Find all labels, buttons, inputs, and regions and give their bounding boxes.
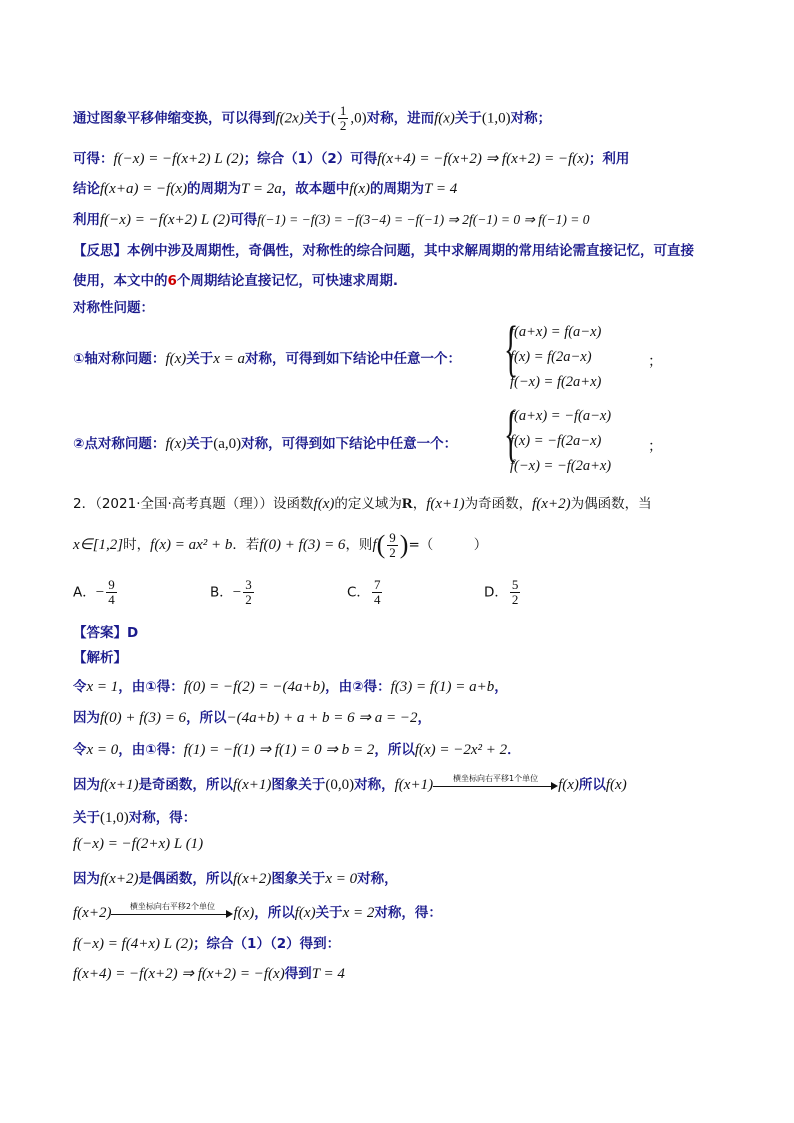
answer [73,621,138,641]
transform-arrow-icon [111,904,233,922]
brace-icon: { [504,315,518,383]
math: x = 0 [325,871,358,887]
text: 关于 [186,436,214,452]
math: f(x) = ax² + b [150,537,233,553]
text: ．若 [232,537,260,553]
math: f(x) [294,905,316,921]
math: f(x+2) [73,905,112,921]
text: 对称； [510,110,552,127]
fraction [106,578,117,607]
text: ，所以 [186,710,227,726]
text: 6 [167,273,177,289]
text: ， [494,679,508,695]
numerator: 3 [245,577,252,592]
equation-row: f(a+x) = f(a−x) [510,324,602,340]
question-line [73,492,652,513]
numerator: 9 [108,577,115,592]
text: 令 [73,679,87,695]
solution-line [73,675,508,696]
text-line [73,347,461,368]
denominator: 2 [511,592,519,607]
text: ，则 [345,537,373,553]
text-line [73,239,694,259]
solution-line [73,836,203,853]
math: T = 2a [241,181,282,197]
text: 可得： [73,151,114,167]
text: 图象关于 [271,777,326,793]
math: f(x+4) = −f(x+2) ⇒ f(x+2) = −f(x) [377,151,589,167]
math: f(−x) = −f(x+2) L (2) [100,212,231,228]
text: 利用 [73,212,100,228]
fraction [387,531,398,560]
math: (1,0) [100,810,129,826]
text: 【反思】本例中涉及周期性，奇偶性，对称性的综合问题，其中求解周期的常用结论需直接记忆，可直接 [73,243,694,259]
math: T = 4 [311,966,345,982]
text: 2．（2021·全国·高考真题（理））设函数 [73,496,314,512]
text: 令 [73,742,87,758]
denominator: 2 [245,592,252,607]
math: R [401,496,413,512]
text: =（ ） [408,537,488,553]
math: f(0) = −f(2) = −(4a+b) [183,679,326,695]
text: ①轴对称问题： [73,351,166,367]
math: f(x) [233,905,255,921]
equation-row: f(−x) = f(2a+x) [510,374,602,390]
math: (1,0) [481,110,511,127]
text: 可得 [230,212,258,228]
numerator: 5 [511,577,519,592]
math: f(x+1) [100,777,139,793]
text: 图象关于 [271,871,326,887]
math: f(−x) = −f(x+2) L (2) [113,151,244,167]
text: 关于 [454,110,482,127]
math: f(x) [558,777,579,793]
math: f(x) [313,496,335,512]
denominator: 4 [108,592,115,607]
text: 的定义域为 [334,496,402,512]
text: 关于 [73,810,100,826]
text: ， [412,496,427,512]
math: T = 4 [424,181,458,197]
equation-row: f(−x) = −f(2a+x) [510,458,612,474]
math: f(x) [605,777,627,793]
math: f(0) + f(3) = 6 [100,710,187,726]
math: − [232,584,242,601]
solution-line [73,806,196,827]
arrow-label: 横坐标向右平移2个单位 [129,902,215,911]
text: 通过图象平移伸缩变换，可以得到 [73,110,276,127]
text: 为偶函数，当 [570,496,652,512]
text: ，故本题中 [281,181,350,197]
option-label: B． [210,584,233,601]
math: (0,0) [325,777,355,793]
text: ，由①得： [118,742,184,758]
fraction [372,578,383,607]
text-line [73,177,457,198]
math: f(−1) = −f(3) = −f(3−4) = −f(−1) ⇒ 2f(−1) = 0 ⇒ f(−1) = 0 [257,212,590,227]
text: ；综合（1）（2）得到： [193,936,341,952]
option-c[interactable] [347,578,384,607]
math: ,0) [350,110,367,127]
text: 是奇函数，所以 [138,777,233,793]
math: f(x) [434,110,455,127]
math: f(−x) = −f(2+x) L (1) [73,836,204,852]
numerator: 1 [339,103,347,118]
option-label: D． [484,584,508,601]
text: ， [417,710,431,726]
text: ； [648,354,663,370]
text: ②点对称问题： [73,436,166,452]
fraction [243,578,254,607]
text: 对称， [357,871,398,887]
transform-arrow-icon [433,776,558,794]
text: 得到 [284,966,312,982]
text: 因为 [73,777,100,793]
solution-line [73,867,398,888]
option-a[interactable] [73,578,119,607]
text: 【答案】D [73,625,139,641]
math: (a,0) [213,436,242,452]
text: ． [507,742,521,758]
numerator: 7 [373,577,381,592]
math: x = 1 [86,679,119,695]
text: 因为 [73,871,100,887]
analysis-heading [73,646,127,666]
math: f(x+2) [532,496,571,512]
text: ；利用 [588,151,630,167]
option-label: C． [347,584,370,601]
math: − [95,584,105,601]
math: −(4a+b) + a + b = 6 ⇒ a = −2 [226,710,418,726]
text: 时， [123,537,151,553]
solution-line [73,932,340,953]
fraction [510,578,521,607]
denominator: 2 [339,118,347,133]
text: 对称，得： [128,810,197,826]
equation-row: f(a+x) = −f(a−x) [510,408,612,424]
text: 关于 [315,905,343,921]
text: 个周期结论直接记忆，可快速求周期. [176,273,399,289]
math: x = a [213,351,246,367]
numerator: 9 [389,529,396,545]
solution-line [73,706,431,727]
math: f(x+4) = −f(x+2) ⇒ f(x+2) = −f(x) [73,966,285,982]
text-line [73,269,398,289]
math: f(x) [349,181,371,197]
text: 关于 [303,110,331,127]
fraction [338,104,349,133]
equation-row: f(x) = −f(2a−x) [510,433,602,449]
math: x∈[1,2] [73,537,124,553]
text-line [73,296,154,316]
text-line [73,104,551,133]
math: f(1) = −f(1) ⇒ f(1) = 0 ⇒ b = 2 [183,742,375,758]
text: 对称， [354,777,395,793]
math: x = 2 [342,905,375,921]
math: f(x+2) [100,871,139,887]
math: f(x+1) [232,777,272,793]
math: f(x+1) [394,777,434,793]
denominator: 2 [389,544,396,560]
math: f(x+2) [232,871,272,887]
text: 关于 [186,351,214,367]
math: f(x+a) = −f(x) [100,181,187,197]
solution-line [73,738,521,759]
solution-line [73,773,627,794]
math: f [372,537,377,553]
option-label: A． [73,584,96,601]
text: ，所以 [254,905,295,921]
option-b[interactable] [210,578,256,607]
text: 所以 [578,777,606,793]
text: 为奇函数， [464,496,533,512]
math: f(2x) [275,110,304,127]
math: f(−x) = f(4+x) L (2) [73,936,194,952]
text-line [73,432,457,453]
text: 因为 [73,710,100,726]
text: ，所以 [374,742,415,758]
text: 对称，进而 [366,110,435,127]
math: f(3) = f(1) = a+b [390,679,495,695]
math: f(x) [165,351,187,367]
text: ；综合（1）（2）可得 [243,151,378,167]
text: 对称，得： [374,905,442,921]
text: ，由①得： [118,679,184,695]
text: 使用，本文中的 [73,273,168,289]
text-line [73,208,589,229]
arrow-label: 横坐标向右平移1个单位 [453,774,539,783]
math: ( [330,110,336,127]
brace-icon: { [504,400,518,468]
math: f(x) [165,436,187,452]
equation-row: f(x) = f(2a−x) [510,349,592,365]
text: 【解析】 [73,650,127,666]
solution-line [73,901,442,922]
math: f(0) + f(3) = 6 [259,537,346,553]
text: 的周期为 [187,181,241,197]
text: 结论 [73,181,100,197]
question-line: x∈[1,2]时，f(x) = ax² + b．若f(0) + f(3) = 6，则f( $\frac{9}{2}$ )=（ ） [73,529,488,560]
math: x = 0 [86,742,119,758]
denominator: 4 [373,592,381,607]
text-line [73,147,629,168]
text: 对称，可得到如下结论中任意一个： [241,436,458,452]
text: 对称，可得到如下结论中任意一个： [245,351,462,367]
option-d[interactable] [484,578,522,607]
text: ； [648,439,663,455]
math: f(x) = −2x² + 2 [414,742,508,758]
text: 对称性问题： [73,300,154,316]
math: f(x+1) [426,496,465,512]
text: ，由②得： [325,679,391,695]
solution-line [73,962,345,983]
text: 是偶函数，所以 [138,871,233,887]
text: 的周期为 [370,181,425,197]
